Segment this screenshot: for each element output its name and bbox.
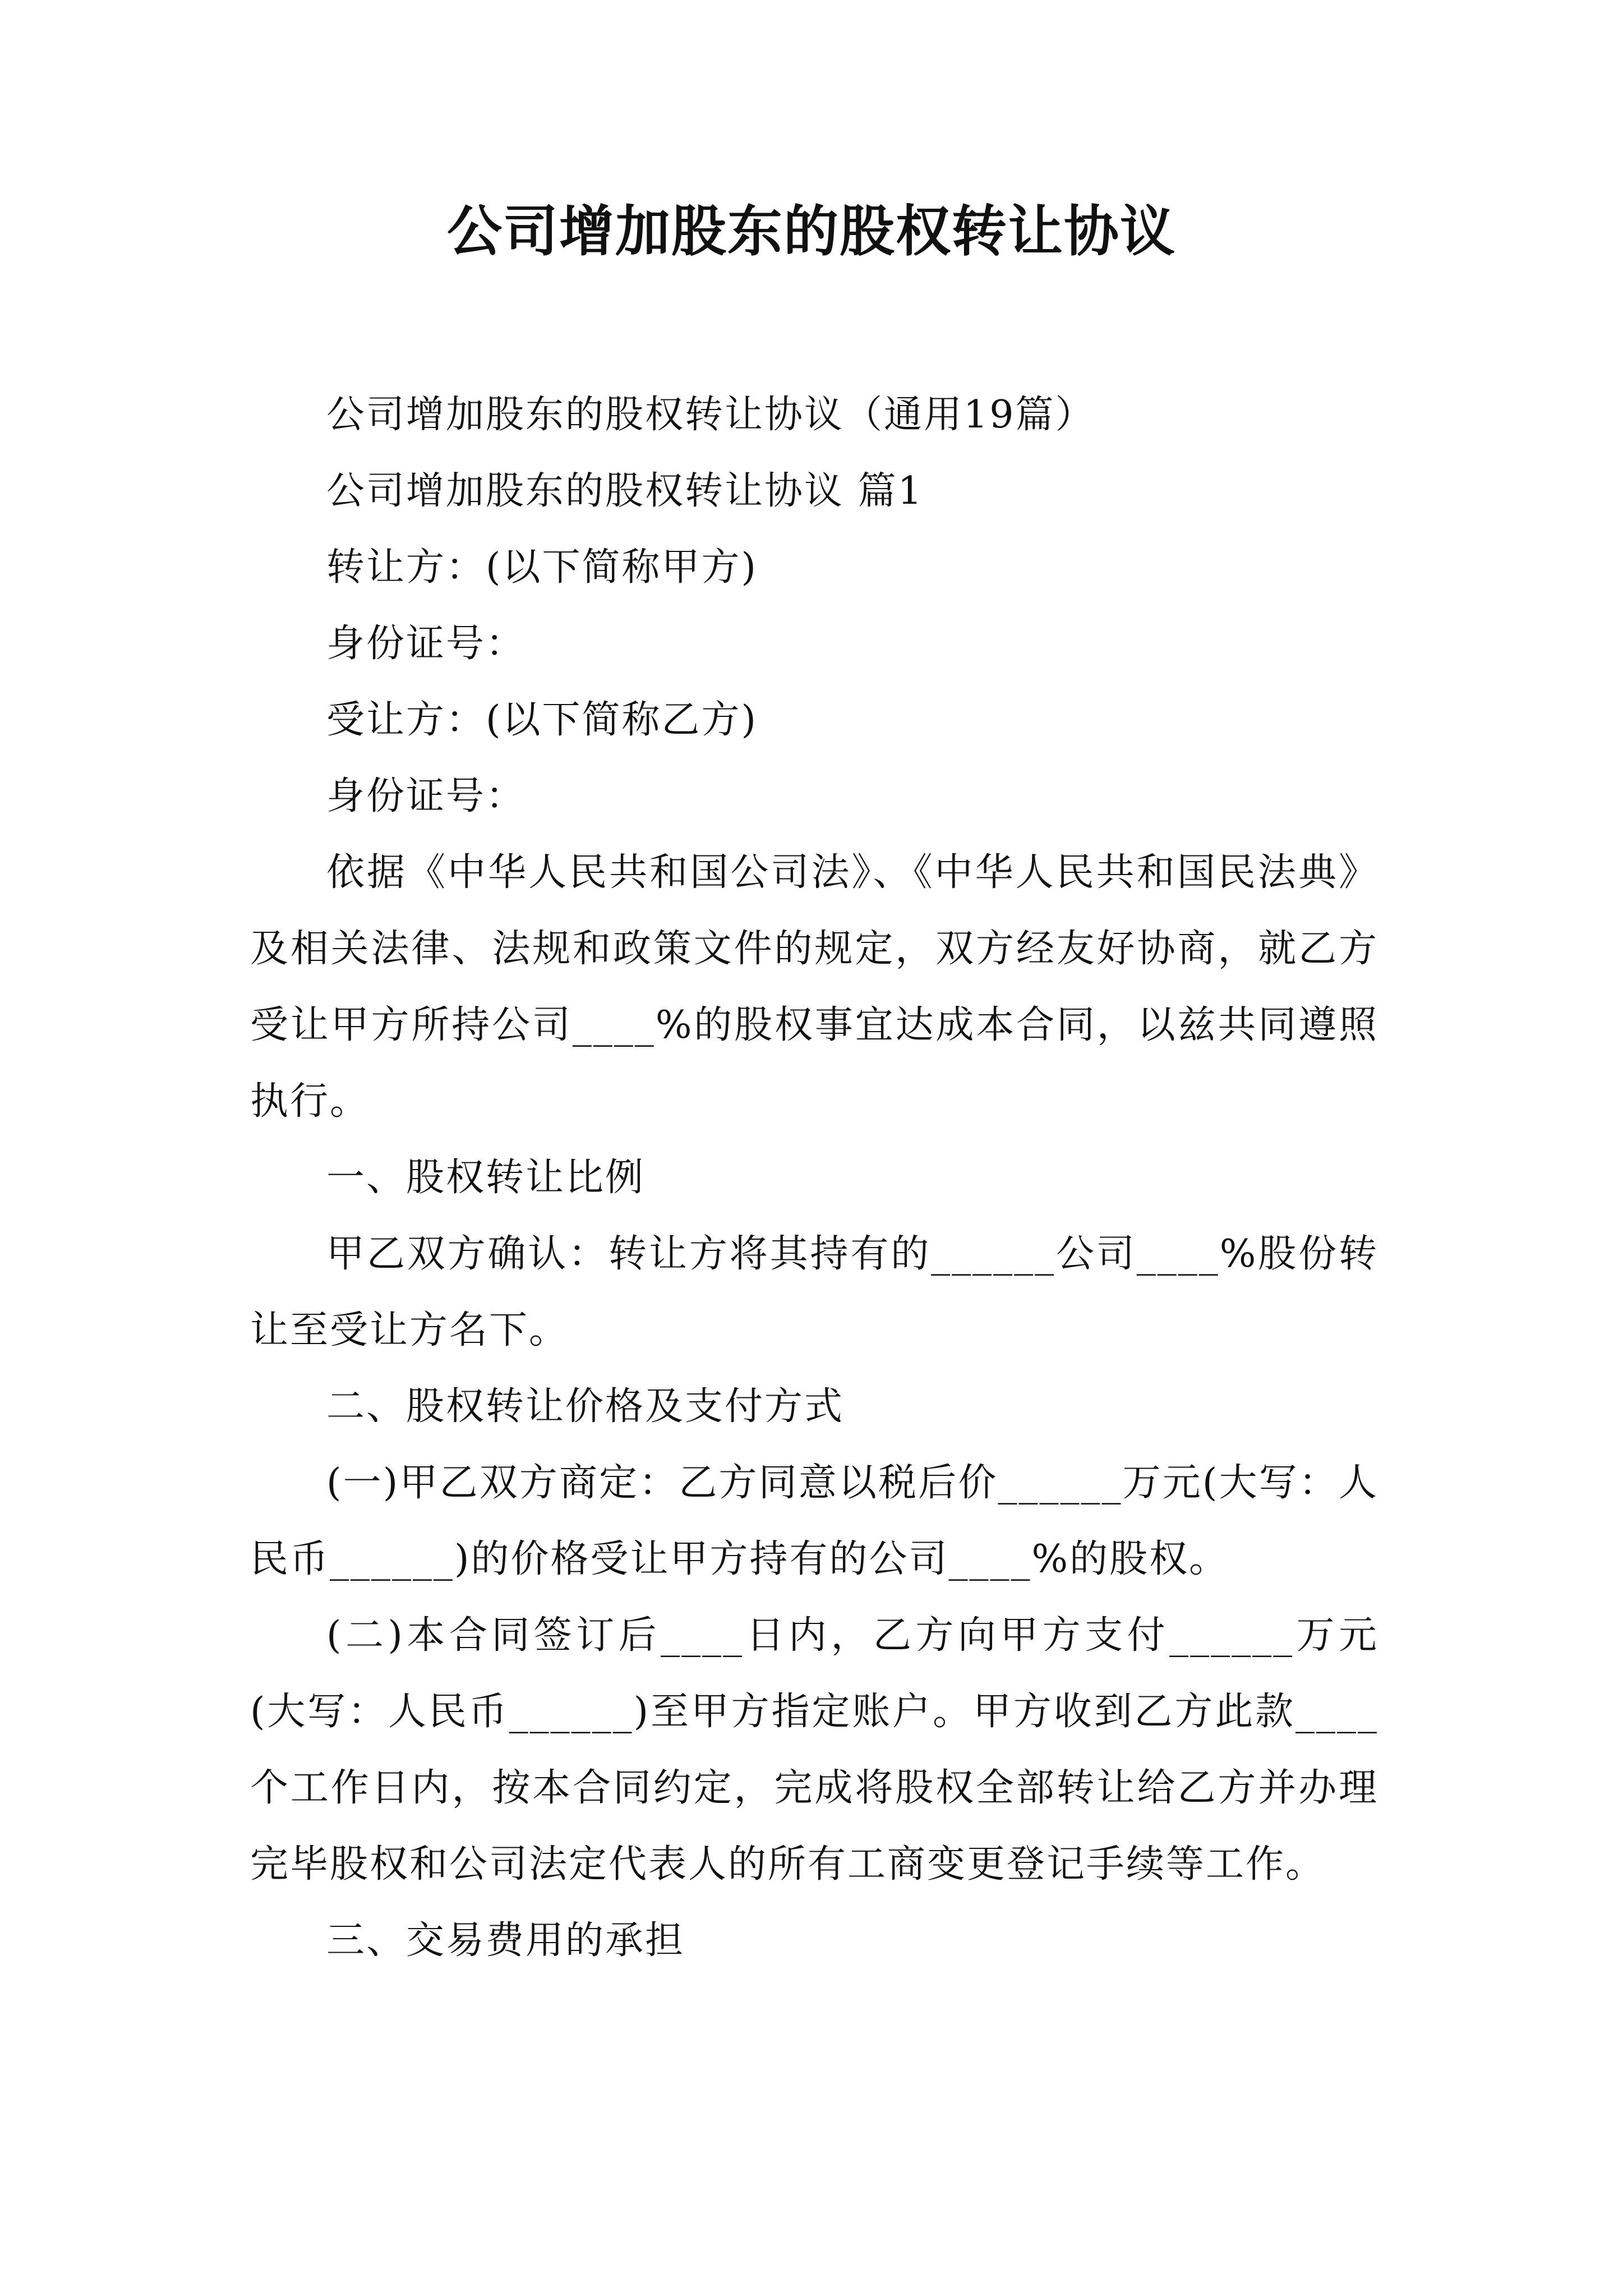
section-heading-part-1: 公司增加股东的股权转让协议 篇1 <box>326 469 924 513</box>
transferee-id-line: 身份证号： <box>326 774 526 818</box>
document-title: 公司增加股东的股权转让协议 <box>446 199 1176 264</box>
preamble-paragraph: 依据《中华人民共和国公司法》、《中华人民共和国民法典》及相关法律、法规和政策文件的规定，双方经友好协商，就乙方受让甲方所持公司____%的股权事宜达成本合同，以兹共同遵照执行。 <box>250 850 1378 1124</box>
clause-heading-2: 二、股权转让价格及支付方式 <box>326 1384 845 1429</box>
document-body <box>250 377 1378 1979</box>
clause-1-paragraph: 甲乙双方确认：转让方将其持有的______公司____%股份转让至受让方名下。 <box>250 1232 1378 1352</box>
transferee-line: 受让方：(以下简称乙方) <box>326 698 758 742</box>
clause-2-item-2: (二)本合同签订后____日内，乙方向甲方支付______万元(大写：人民币______)至甲方指定账户。甲方收到乙方此款____个工作日内，按本合同约定，完成将股权全部转让给乙方并办理完毕股权和公司法定代表人的所有工商变更登记手续等工作。 <box>250 1613 1378 1887</box>
clause-heading-3: 三、交易费用的承担 <box>326 1918 685 1963</box>
transferor-id-line: 身份证号： <box>326 622 526 666</box>
clause-heading-1: 一、股权转让比例 <box>326 1156 645 1200</box>
transferor-line: 转让方：(以下简称甲方) <box>326 545 758 590</box>
subtitle-paragraph: 公司增加股东的股权转让协议（通用19篇） <box>326 393 1095 437</box>
clause-2-item-1: (一)甲乙双方商定：乙方同意以税后价______万元(大写：人民币______)的价格受让甲方持有的公司____%的股权。 <box>250 1461 1378 1581</box>
